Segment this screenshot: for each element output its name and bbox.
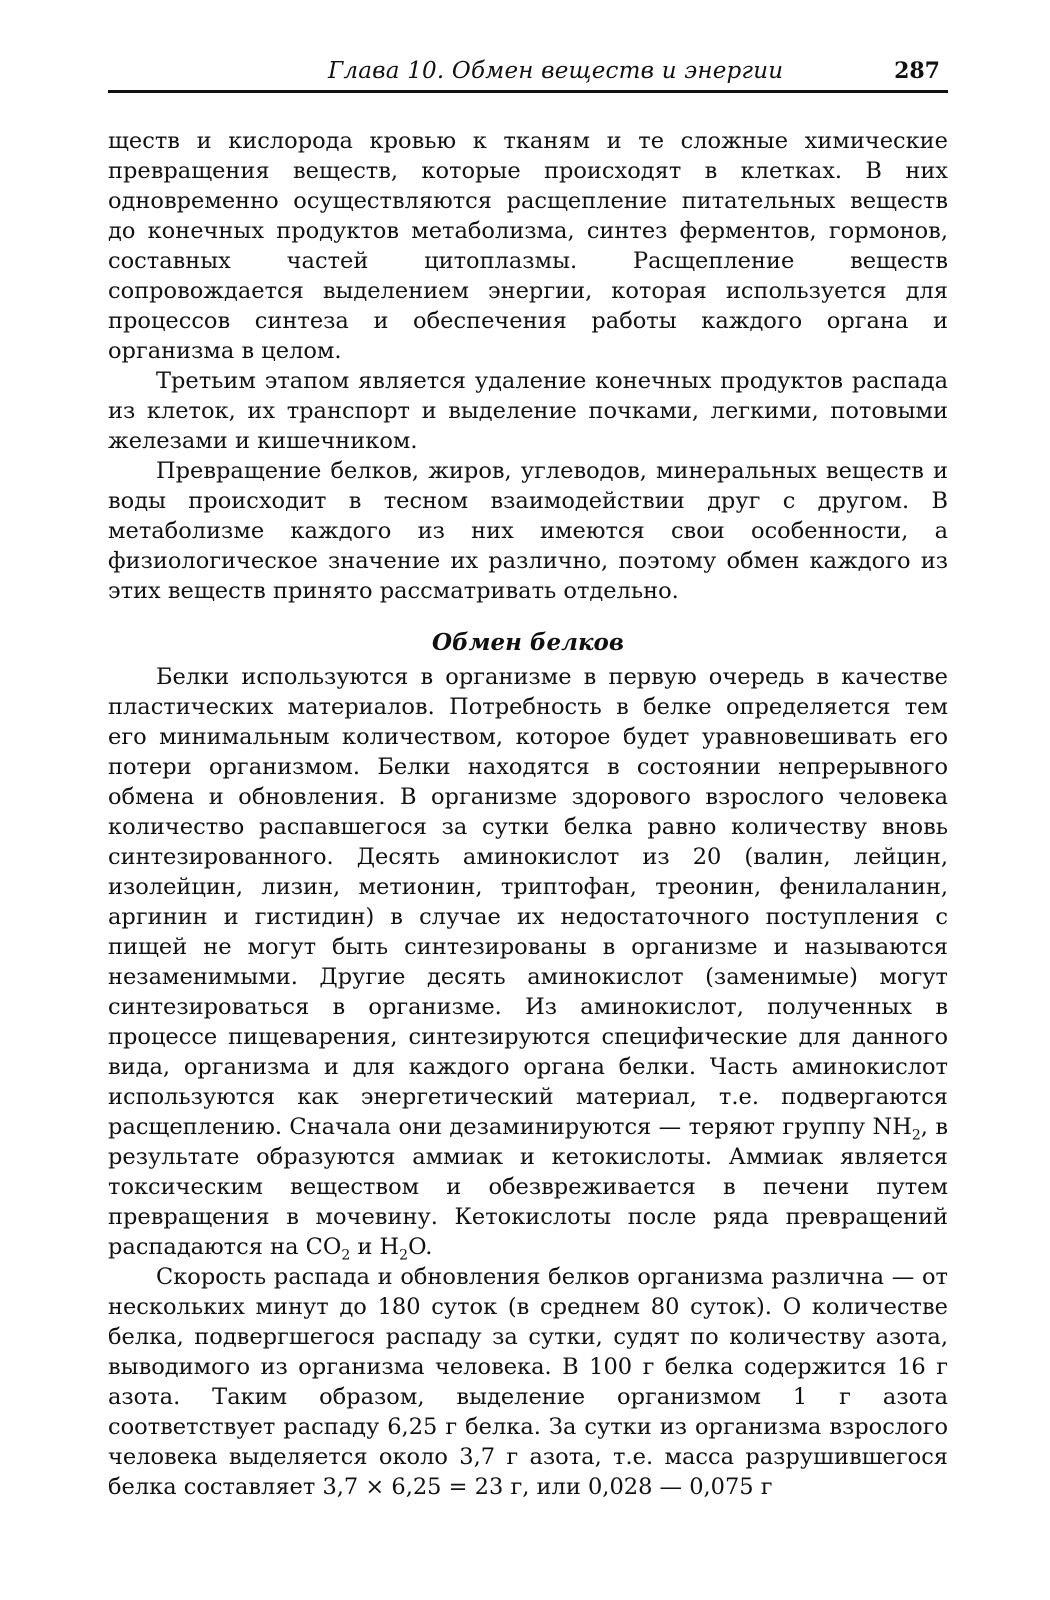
body-text [108,126,948,1502]
page-number: 287 [894,58,940,84]
chapter-title: Глава 10. Обмен веществ и энергии [328,58,784,84]
subscript: 2 [399,1247,409,1264]
paragraph-third-stage: Третьим этапом является удаление конечных продуктов распада из клеток, их транспорт и выделение почками, легкими, потовыми железами и кишечником. [108,368,948,454]
subscript: 2 [911,1127,921,1144]
paragraph-proteins [108,662,948,1262]
text-fragment: Белки используются в организме в первую очередь в качестве пластических материалов. Потребность в белке определяется тем его минимальным количеством, которое будет уравновешивать его потери организмом. Белки находятся в состоянии непрерывного обмена и обновления. В организме здорового взрослого человека количество распавшегося за сутки белка равно количеству вновь синтезированного. Десять аминокислот из 20 (валин, лейцин, изолейцин, лизин, метионин, триптофан, треонин, фенилаланин, аргинин и гистидин) в случае их недостаточного поступления с пищей не могут быть синтезированы в организме и называются незаменимыми. Другие десять аминокислот (заменимые) могут синтезироваться в организме. Из аминокислот, полученных в процессе пищеварения, синтезируются специфические для данного вида, организма и для каждого органа белки. Часть аминокислот используются как энергетический материал, т.е. подвергаются расщеплению. Сначала они дезаминируются — теряют группу NH [108,664,948,1140]
running-header [108,50,948,93]
subscript: 2 [341,1247,351,1264]
text-fragment: и H [350,1234,400,1260]
paragraph-continuation: ществ и кислорода кровью к тканям и те сложные химические превращения веществ, которые происходят в клетках. В них одновременно осуществляются расщепление питательных веществ до конечных продуктов метаболизма, синтез ферментов, гормонов, составных частей цитоплазмы. Расщепление веществ сопровождается выделением энергии, которая используется для процессов синтеза и обеспечения работы каждого органа и организма в целом. [108,128,948,364]
section-heading: Обмен белков [431,629,624,656]
text-fragment: O. [408,1234,433,1260]
paragraph-metabolism-interaction: Превращение белков, жиров, углеводов, минеральных веществ и воды происходит в тесном взаимодействии друг с другом. В метаболизме каждого из них имеются свои особенности, а физиологическое значение их различно, поэтому обмен каждого из этих веществ принято рассматривать отдельно. [108,458,948,604]
paragraph-protein-turnover: Скорость распада и обновления белков организма различна — от нескольких минут до 180 суток (в среднем 80 суток). О количестве белка, подвергшегося распаду за сутки, судят по количеству азота, выводимого из организма человека. В 100 г белка содержится 16 г азота. Таким образом, выделение организмом 1 г азота соответствует распаду 6,25 г белка. За сутки из организма взрослого человека выделяется около 3,7 г азота, т.е. масса разрушившегося белка составляет 3,7 × 6,25 = 23 г, или 0,028 — 0,075 г [108,1264,948,1500]
book-page [108,50,948,1502]
text-fragment: , в результате образуются аммиак и кетокислоты. Аммиак является токсическим веществом и обезвреживается в печени путем превращения в мочевину. Кетокислоты после ряда превращений распадаются на CO [108,1114,948,1260]
